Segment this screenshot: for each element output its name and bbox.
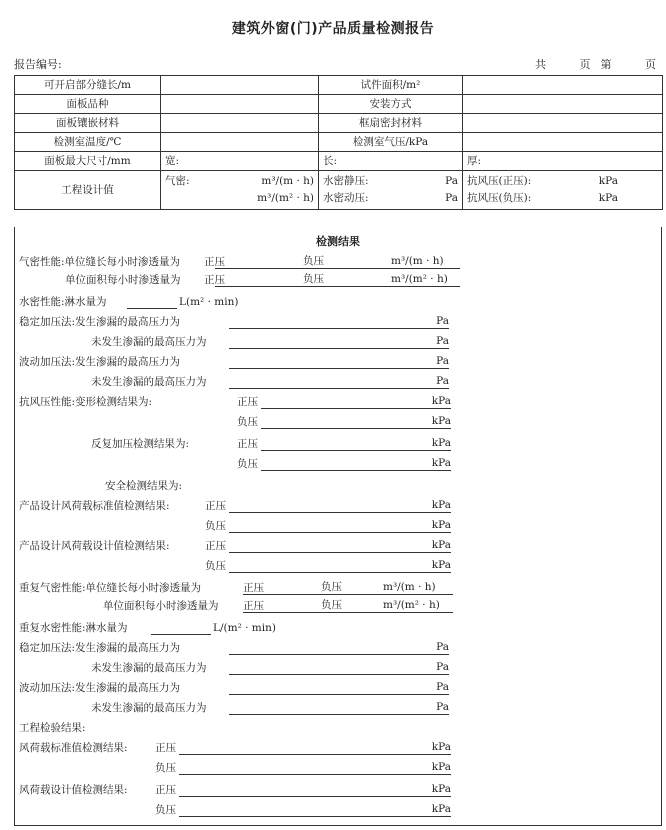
panel-length-label: 长: [319, 152, 463, 171]
eng-std-pos-label: 正压 [155, 742, 176, 754]
design-label: 产品设计风荷载设计值检测结果: [19, 540, 170, 552]
rep-air-pos-1: 正压 [243, 582, 264, 594]
wind-label: 抗风压性能:变形检测结果为: [19, 396, 153, 408]
design-neg-label: 负压 [205, 560, 226, 572]
eng-std-label: 风荷载标准值检测结果: [19, 742, 128, 754]
report-number-label: 报告编号: [14, 58, 62, 71]
water-unit: L(m² · min) [179, 296, 239, 308]
panel-type-value [161, 95, 319, 114]
repeat-neg-label: 负压 [237, 458, 258, 470]
wind-pos-line: kPa [261, 395, 451, 409]
page-title: 建筑外窗(门)产品质量检测报告 [231, 21, 435, 37]
panel-thickness-label: 厚: [463, 152, 663, 171]
table-row [15, 76, 663, 95]
rep-air-line-1: 负压 m³/(m · h) [243, 581, 453, 595]
panel-type-label: 面板品种 [15, 95, 161, 114]
panel-inlay-value [161, 114, 319, 133]
wave-label-1: 波动加压法:发生渗漏的最高压力为 [19, 356, 181, 368]
air-label-2: 单位面积每小时渗透量为 [65, 274, 181, 286]
wave-line-2: Pa [229, 375, 449, 389]
rep-water-line [151, 621, 211, 635]
std-pos-label: 正压 [205, 500, 226, 512]
design-pos-label: 正压 [205, 540, 226, 552]
install-method-value [463, 95, 663, 114]
rep-stable-label-2: 未发生渗漏的最高压力为 [91, 662, 207, 674]
wave-line-1: Pa [229, 355, 449, 369]
panel-size-label: 面板最大尺寸/mm [15, 152, 161, 171]
opening-length-label: 可开启部分缝长/m [15, 76, 161, 95]
rep-stable-line-2: Pa [229, 661, 449, 675]
eng-label: 工程检验结果: [19, 722, 86, 734]
stable-label-1: 稳定加压法:发生渗漏的最高压力为 [19, 316, 181, 328]
repeat-pos-label: 正压 [237, 438, 258, 450]
design-neg-line: kPa [229, 559, 451, 573]
water-design-cell: 水密静压: Pa 水密动压: Pa [319, 171, 463, 210]
std-neg-label: 负压 [205, 520, 226, 532]
table-row [15, 133, 663, 152]
wind-neg-label: 负压 [237, 416, 258, 428]
stable-line-2: Pa [229, 335, 449, 349]
std-neg-line: kPa [229, 519, 451, 533]
results-title: 检测结果 [316, 235, 360, 248]
rep-water-label: 重复水密性能:淋水量为 [19, 622, 128, 634]
rep-air-label-2: 单位面积每小时渗透量为 [103, 600, 219, 612]
std-label: 产品设计风荷载标准值检测结果: [19, 500, 170, 512]
results-section [14, 227, 662, 826]
room-temp-label: 检测室温度/℃ [15, 133, 161, 152]
table-row [15, 95, 663, 114]
air-pos-2: 正压 [204, 274, 225, 286]
rep-air-line-2: 负压 m³/(m² · h) [243, 599, 453, 613]
eng-design-neg-line: kPa [179, 803, 451, 817]
design-values-label: 工程设计值 [15, 171, 161, 210]
wave-label-2: 未发生渗漏的最高压力为 [91, 376, 207, 388]
specimen-area-value [463, 76, 663, 95]
air-design-cell: 气密: m³/(m · h) m³/(m² · h) [161, 171, 319, 210]
table-row [15, 114, 663, 133]
repeat-label: 反复加压检测结果为: [91, 438, 190, 450]
stable-line-1: Pa [229, 315, 449, 329]
install-method-label: 安装方式 [319, 95, 463, 114]
stable-label-2: 未发生渗漏的最高压力为 [91, 336, 207, 348]
design-pos-line: kPa [229, 539, 451, 553]
eng-std-pos-line: kPa [179, 741, 451, 755]
opening-length-value [161, 76, 319, 95]
water-label: 水密性能:淋水量为 [19, 296, 107, 308]
repeat-neg-line: kPa [261, 457, 451, 471]
rep-wave-line-2: Pa [229, 701, 449, 715]
rep-air-label-1: 重复气密性能:单位缝长每小时渗透量为 [19, 582, 202, 594]
rep-stable-line-1: Pa [229, 641, 449, 655]
air-pos-1: 正压 [204, 256, 225, 268]
info-table [14, 75, 663, 210]
rep-water-unit: L/(m² · min) [213, 622, 276, 634]
rep-stable-label-1: 稳定加压法:发生渗漏的最高压力为 [19, 642, 181, 654]
eng-design-pos-line: kPa [179, 783, 451, 797]
room-pressure-value [463, 133, 663, 152]
safety-label: 安全检测结果为: [105, 480, 183, 492]
water-line [127, 295, 177, 309]
eng-design-neg-label: 负压 [155, 804, 176, 816]
air-line-1: 负压 m³/(m · h) [215, 255, 460, 269]
wind-neg-line: kPa [261, 415, 451, 429]
rep-wave-label-2: 未发生渗漏的最高压力为 [91, 702, 207, 714]
page-counter: 共 页 第 页 [535, 58, 656, 71]
eng-std-neg-label: 负压 [155, 762, 176, 774]
repeat-pos-line: kPa [261, 437, 451, 451]
rep-wave-line-1: Pa [229, 681, 449, 695]
frame-seal-label: 框扇密封材料 [319, 114, 463, 133]
table-row [15, 152, 663, 171]
eng-design-label: 风荷载设计值检测结果: [19, 784, 128, 796]
air-line-2: 负压 m³/(m² · h) [215, 273, 460, 287]
room-pressure-label: 检测室气压/kPa [319, 133, 463, 152]
wind-design-cell: 抗风压(正压): kPa 抗风压(负压): kPa [463, 171, 663, 210]
rep-air-pos-2: 正压 [243, 600, 264, 612]
rep-wave-label-1: 波动加压法:发生渗漏的最高压力为 [19, 682, 181, 694]
std-pos-line: kPa [229, 499, 451, 513]
panel-inlay-label: 面板镶嵌材料 [15, 114, 161, 133]
specimen-area-label: 试件面积/m² [319, 76, 463, 95]
air-label-1: 气密性能:单位缝长每小时渗透量为 [19, 256, 181, 268]
room-temp-value [161, 133, 319, 152]
wind-pos-label: 正压 [237, 396, 258, 408]
eng-design-pos-label: 正压 [155, 784, 176, 796]
eng-std-neg-line: kPa [179, 761, 451, 775]
frame-seal-value [463, 114, 663, 133]
panel-width-label: 宽: [161, 152, 319, 171]
table-row [15, 171, 663, 210]
